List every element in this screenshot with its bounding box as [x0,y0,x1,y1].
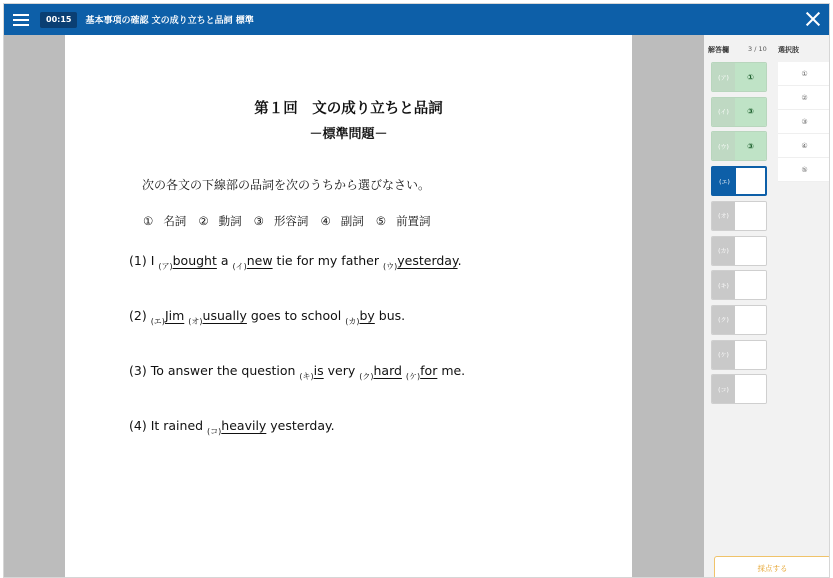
underlined-word: new [246,253,273,268]
question-document [65,35,632,578]
answer-slot-label: (イ) [712,98,735,126]
top-bar [4,4,830,35]
answer-slot-label: (ケ) [712,341,735,369]
answer-slot-value: ① [735,63,766,91]
document-subtitle: －標準問題－ [309,127,388,142]
option-label: 前置詞 [396,214,431,228]
answer-slot[interactable] [711,97,767,127]
question-number: (1) [129,253,151,268]
sentence-text: I [150,253,159,268]
option-label: 形容詞 [273,214,309,228]
answer-slot[interactable] [711,374,767,404]
answer-slot-label: (カ) [712,237,735,265]
option-label: 名詞 [163,214,187,228]
underlined-word: yesterday [397,253,458,268]
underlined-word: bought [172,253,217,268]
answer-slot-label: (ク) [712,306,735,334]
underlined-word: by [359,308,375,323]
document-title: 第１回 文の成り立ちと品詞 [254,101,443,117]
question-line [129,308,405,327]
option-item [254,213,309,229]
option-item [320,213,363,229]
question-number: (2) [129,308,151,323]
choice-option[interactable]: ① [778,62,830,86]
blank-marker: (ア) [158,262,173,271]
underlined-word: Jim [164,308,185,323]
question-number: (4) [129,418,151,433]
underlined-word: is [313,363,324,378]
sentence-text: . [457,253,462,268]
option-number: ③ [253,214,264,228]
blank-marker: (エ) [150,317,165,326]
underlined-word: usually [202,308,247,323]
progress-counter: 3 / 10 [748,45,767,53]
blank-marker: (ケ) [405,372,421,381]
part-of-speech-options [143,213,443,229]
option-item [143,213,186,229]
question-number: (3) [129,363,151,378]
sentence-text: very [323,363,360,378]
sentence-text: me. [437,363,466,378]
sentence-text: yesterday. [266,418,335,433]
blank-marker: (ウ) [383,262,398,271]
answer-slot-value [735,202,766,230]
question-line [129,418,335,437]
blank-marker: (コ) [207,427,222,436]
blank-marker: (ク) [359,372,374,381]
option-item [198,213,241,229]
option-number: ① [143,214,154,228]
option-label: 動詞 [218,214,242,228]
blank-marker: (カ) [345,317,360,326]
sentence-text: bus. [374,308,406,323]
option-number: ④ [320,214,331,228]
answer-slot-label: (ア) [712,63,735,91]
answer-slot-value [735,306,766,334]
choice-option[interactable]: ② [778,86,830,110]
answer-slot-value [735,375,766,403]
page-title: 基本事項の確認 文の成り立ちと品詞 標準 [85,16,254,26]
answer-slot[interactable] [711,131,767,161]
grade-button[interactable]: 採点する [714,556,830,578]
answer-slot-value: ③ [735,98,766,126]
option-number: ② [198,214,209,228]
answer-slot[interactable] [711,236,767,266]
sentence-text: To answer the question [150,363,300,378]
sentence-text: a [216,253,233,268]
sentence-text: It rained [150,418,208,433]
answer-slot-label: (キ) [712,271,735,299]
answer-slot[interactable] [711,270,767,300]
sentence-text: tie for my father [272,253,383,268]
blank-marker: (キ) [299,372,314,381]
underlined-word: heavily [221,418,267,433]
blank-marker: (イ) [232,262,247,271]
hamburger-menu-icon[interactable] [4,4,38,35]
timer-badge: 00:15 [40,12,77,28]
choice-option[interactable]: ⑤ [778,158,830,182]
blank-marker: (オ) [188,317,203,326]
underlined-word: for [420,363,438,378]
question-line [129,253,462,272]
answer-slot-label: (オ) [712,202,735,230]
choices-heading: 選択肢 [778,46,799,54]
answer-slot-value: ③ [735,132,766,160]
answer-slot-label: (コ) [712,375,735,403]
close-icon[interactable] [803,9,823,29]
answer-slot[interactable] [711,201,767,231]
answer-slot[interactable] [711,62,767,92]
answer-sidebar [704,35,830,578]
answer-slot[interactable] [711,305,767,335]
answer-slot[interactable] [711,340,767,370]
answers-heading: 解答欄 [708,46,729,54]
choice-option[interactable]: ④ [778,134,830,158]
answer-slot-label: (エ) [713,168,736,194]
answer-slot-value [735,271,766,299]
answer-slot-label: (ウ) [712,132,735,160]
option-item [376,213,431,229]
answer-slot-value [735,237,766,265]
option-number: ⑤ [375,214,387,228]
answer-slot[interactable] [711,166,767,196]
answer-slot-value [735,341,766,369]
choice-list [778,62,830,182]
question-line [129,363,465,382]
instruction-text: 次の各文の下線部の品詞を次のうちから選びなさい。 [142,178,431,192]
answer-slot-value [736,168,765,194]
app-frame [3,3,830,578]
underlined-word: hard [373,363,402,378]
choice-option[interactable]: ③ [778,110,830,134]
sentence-text: goes to school [246,308,346,323]
option-label: 副詞 [340,214,364,228]
